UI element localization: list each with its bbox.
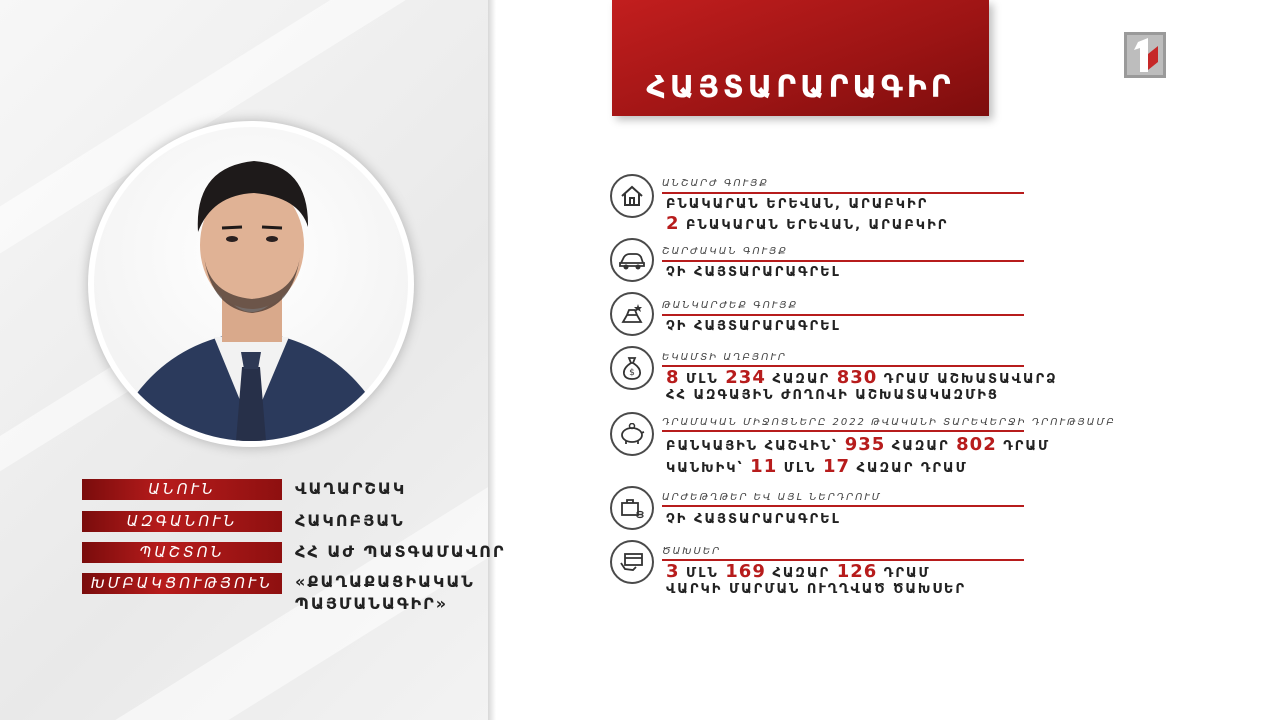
item-underline [662,314,1024,316]
gold-bars-icon [610,292,654,336]
card-hand-icon [610,540,654,584]
item-text [666,215,948,235]
item-number: 11 [750,456,778,477]
house-icon [610,174,654,218]
profile-label: ԱԶԳԱՆՈՒՆ [82,511,282,532]
item-number: 126 [836,561,878,582]
declaration-item-expenses [610,540,1030,600]
item-text-part: ՀԱԶԱՐ [765,372,837,387]
item-text: ՀՀ ԱԶԳԱՅԻՆ ԺՈՂՈՎԻ ԱՇԽԱՏԱԿԱԶՄԻՑ [666,388,999,403]
declaration-item-real-estate [610,174,1030,234]
profile-value: ՀԱԿՈԲՅԱՆ [295,511,405,530]
profile-label: ԱՆՈՒՆ [82,479,282,500]
item-heading: ԱՆՇԱՐԺ ԳՈՒՅՔ [662,178,769,189]
item-number: 17 [822,456,851,477]
profile-row-faction [82,572,475,613]
item-text [666,369,1058,389]
item-text-part: ՄԼՆ [679,566,726,581]
item-text: ՉԻ ՀԱՅՏԱՐԱՐԱԳՐԵԼ [666,512,841,527]
item-text-part: ԿԱՆԽԻԿ՝ [666,461,751,476]
declaration-item-movable [610,238,1030,282]
item-number: 3 [666,561,680,582]
item-number: 2 [666,213,680,234]
item-text-part: ԲՆԱԿԱՐԱՆ ԵՐԵՎԱՆ, ԱՐԱԲԿԻՐ [679,218,949,233]
item-text-part: ՀԱԶԱՐ ԴՐԱՄ [850,461,968,476]
title-banner [612,0,989,116]
item-number: 8 [666,367,680,388]
item-text-part: ՀԱԶԱՐ [765,566,837,581]
profile-value-line: ՊԱՅՄԱՆԱԳԻՐ» [295,594,449,613]
piggy-bank-icon [610,412,654,456]
declaration-item-funds [610,412,1116,480]
item-text-part: ՄԼՆ [777,461,823,476]
declaration-item-valuables [610,292,1030,336]
item-text-part: ՄԼՆ [679,372,726,387]
item-number: 935 [844,434,886,455]
profile-label: ԽՄԲԱԿՑՈՒԹՅՈՒՆ [82,573,282,594]
item-underline [662,260,1024,262]
item-text-part: ԴՐԱՄ [877,566,931,581]
declaration-item-income [610,346,1058,406]
svg-text:$: $ [629,368,635,378]
item-underline [662,430,1024,432]
item-text: ՎԱՐԿԻ ՄԱՐՄԱՆ ՈՒՂՂՎԱԾ ԾԱԽՍԵՐ [666,582,967,597]
item-heading: ԾԱԽՍԵՐ [662,546,722,557]
channel-one-logo [1124,32,1166,78]
briefcase-coins-icon [610,486,654,530]
item-text [666,436,1050,456]
item-heading: ԹԱՆԿԱՐԺԵՔ ԳՈՒՅՔ [662,300,799,311]
item-text-part: ՀԱԶԱՐ [885,439,957,454]
person-illustration [94,127,408,441]
profile-value-line: «ՔԱՂԱՔԱՑԻԱԿԱՆ [295,572,475,591]
item-text [666,458,968,478]
portrait-photo [88,121,414,447]
portrait-image [94,127,408,441]
item-number: 234 [725,367,766,388]
panel-divider [488,0,496,720]
profile-label: ՊԱՇՏՈՆ [82,542,282,563]
money-bag-icon [610,346,654,390]
item-number: 169 [725,561,766,582]
item-underline [662,505,1024,507]
item-text-part: ԴՐԱՄ [996,439,1051,454]
item-heading: ԱՐԺԵԹՂԹԵՐ ԵՎ ԱՅԼ ՆԵՐԴՐՈՒՄ [662,492,882,503]
profile-row-name [82,478,407,500]
channel-logo [1124,32,1166,78]
item-number: 802 [956,434,997,455]
item-text: ՉԻ ՀԱՅՏԱՐԱՐԱԳՐԵԼ [666,319,841,334]
profile-row-surname [82,510,405,532]
item-text-part: ԴՐԱՄ ԱՇԽԱՏԱՎԱՐՁ [877,372,1058,387]
item-heading: ՇԱՐԺԱԿԱՆ ԳՈՒՅՔ [662,246,788,257]
item-text: ԲՆԱԿԱՐԱՆ ԵՐԵՎԱՆ, ԱՐԱԲԿԻՐ [666,197,929,212]
profile-value: ՎԱՂԱՐՇԱԿ [295,479,407,498]
page-title: ՀԱՅՏԱՐԱՐԱԳԻՐ [646,70,955,105]
profile-row-position [82,541,506,563]
profile-value: ՀՀ ԱԺ ՊԱՏԳԱՄԱՎՈՐ [295,542,506,561]
declaration-item-securities [610,486,1030,530]
car-icon [610,238,654,282]
item-heading: ԵԿԱՄՏԻ ԱՂԲՅՈՒՐ [662,352,787,363]
item-text: ՉԻ ՀԱՅՏԱՐԱՐԱԳՐԵԼ [666,265,841,280]
item-text-part: ԲԱՆԿԱՅԻՆ ՀԱՇՎԻՆ՝ [666,439,845,454]
item-number: 830 [836,367,878,388]
profile-value [295,571,475,615]
item-heading: ԴՐԱՄԱԿԱՆ ՄԻՋՈՑՆԵՐԸ 2022 ԹՎԱԿԱՆԻ ՏԱՐԵՎԵՐՋԻ ԴՐՈՒԹՅԱՄԲ [662,417,1116,428]
item-text [666,563,931,583]
item-underline [662,192,1024,194]
